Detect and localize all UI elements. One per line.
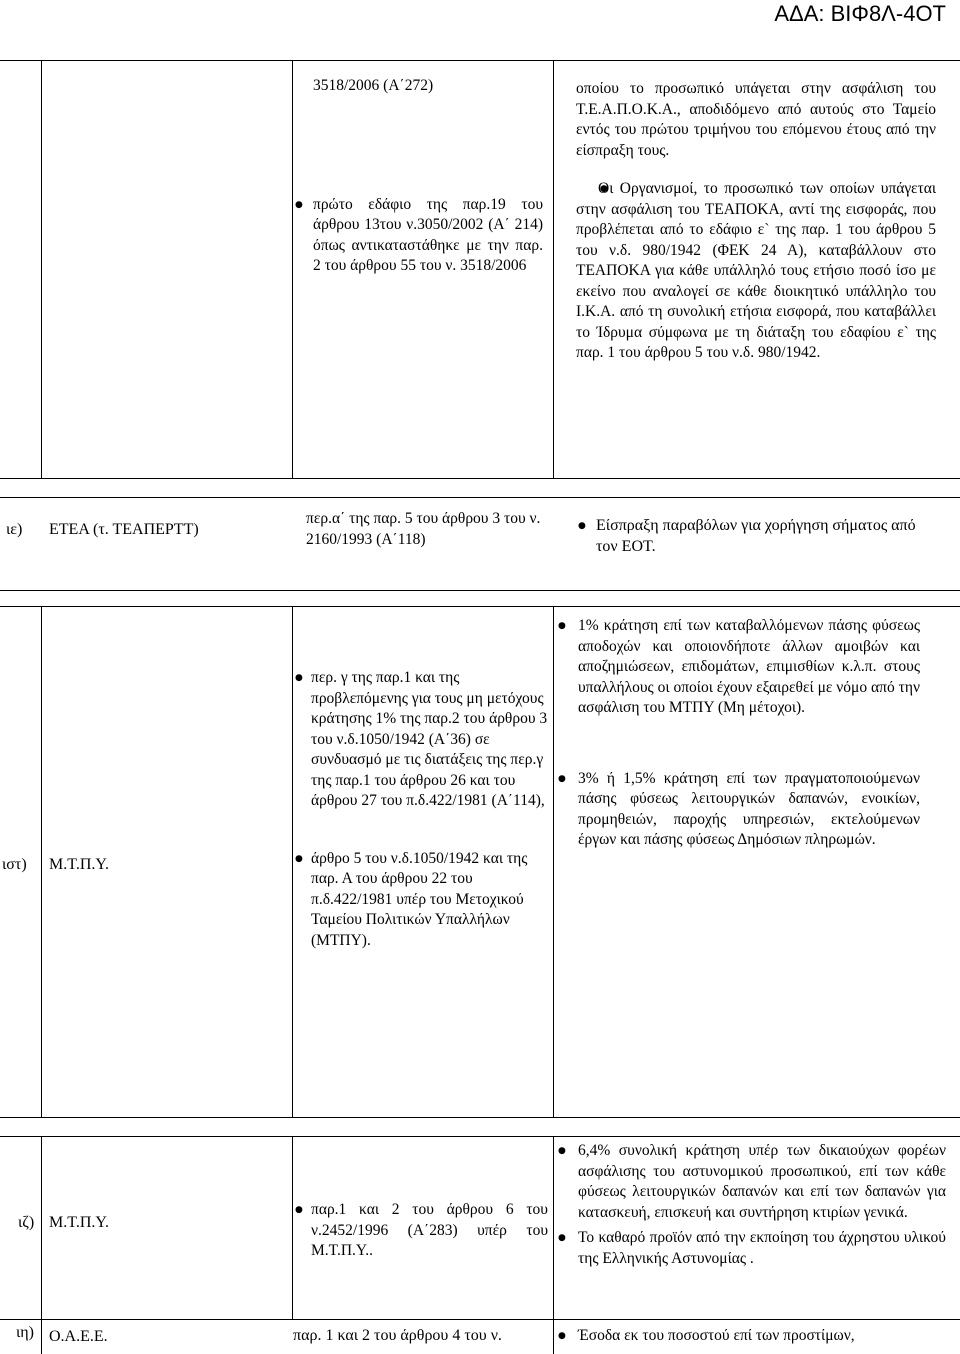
- table-border: [0, 1319, 960, 1320]
- row-law-ist: [293, 668, 548, 951]
- ada-code: ΑΔΑ: ΒΙΦ8Λ-4ΟΤ: [774, 1, 946, 26]
- row-law-ie: περ.α΄ της παρ. 5 του άρθρου 3 του ν. 2160/1993 (Α΄118): [306, 510, 541, 548]
- row-desc-ie: [576, 516, 936, 557]
- table-border: [553, 60, 554, 478]
- row-name-ist: Μ.Τ.Π.Υ.: [49, 856, 109, 873]
- block1-desc-bullet: ● Οι Οργανισμοί, το προσωπικό των οποίων υπάγεται στην ασφάλιση του ΤΕΑΠΟΚΑ, αντί της εισφοράς, που προβλέπεται από το εδάφιο ε` της παρ. 1 του άρθρου 5 του ν.δ. 980/1942 (ΦΕΚ 24 Α), καταβάλλουν στο ΤΕΑΠΟΚΑ για κάθε υπάλληλό τους ετήσιο ποσό ίσο με εκείνο που αναλογεί σε κάθε διοικητικό υπάλληλο του Ι.Κ.Α. από τη συνολική ετήσια εισφορά, που καταβάλλει το Ίδρυμα σύμφωνα με τη διάταξη του εδαφίου ε` της παρ. 1 του άρθρου 5 του ν.δ. 980/1942.: [576, 179, 936, 364]
- row-number-ieta: ιη): [16, 1324, 34, 1341]
- block1-law-cell: [293, 76, 543, 277]
- row-desc-ieta-bullet: ● Έσοδα εκ του ποσοστού επί των προστίμων,: [556, 1326, 956, 1347]
- block1-law-first: 3518/2006 (Α΄272): [313, 77, 434, 94]
- row-desc-ieta: [556, 1326, 956, 1347]
- row-desc-ist-bullet-2: ● 3% ή 1,5% κράτηση επί των πραγματοποιούμενων πάσης φύσεως λειτουργικών δαπανών, ενοικίων, προμηθειών, παροχής υπηρεσιών, εκτελούμενων έργων και πάσης φύσεως Δημόσιων πληρωμών.: [556, 769, 920, 851]
- table-border: [553, 1136, 554, 1354]
- block1-law-bullet: ● πρώτο εδάφιο της παρ.19 του άρθρου 13του ν.3050/2002 (Α΄ 214) όπως αντικαταστάθηκε με την παρ. 2 του άρθρου 55 του ν. 3518/2006: [293, 195, 543, 277]
- table-border: [0, 1136, 960, 1137]
- row-desc-iz-bullet-2: ● Το καθαρό προϊόν από την εκποίηση του άχρηστου υλικού της Ελληνικής Αστυνομίας .: [556, 1228, 946, 1269]
- table-border: [41, 1136, 42, 1354]
- table-border: [41, 606, 42, 1117]
- row-desc-iz-bullet-1: ● 6,4% συνολική κράτηση υπέρ των δικαιούχων φορέων ασφάλισης του αστυνομικού προσωπικού, επί των κάθε φύσεως λειτουργικών δαπανών και επί των δαπανών για κατασκευή, επισκευή και συντήρηση κτιρίων γενικά.: [556, 1141, 946, 1223]
- table-border: [0, 590, 960, 591]
- row-law-ist-bullet-1: ● περ. γ της παρ.1 και της προβλεπόμενης για τους μη μετόχους κράτησης 1% της παρ.2 του άρθρου 3 του ν.δ.1050/1942 (Α΄36) σε συνδυασμό με τις διατάξεις της περ.γ της παρ.1 του άρθρου 26 και του άρθρου 27 του π.δ.422/1981 (Α΄114),: [293, 668, 548, 812]
- row-desc-ist: [556, 616, 920, 851]
- table-border: [0, 606, 960, 607]
- table-border: [0, 497, 960, 498]
- row-law-ieta: παρ. 1 και 2 του άρθρου 4 του ν.: [293, 1327, 502, 1344]
- block1-desc-cell: [576, 79, 936, 364]
- table-border: [0, 60, 960, 61]
- row-number-ist: ιστ): [2, 856, 27, 873]
- row-law-iz: [293, 1200, 548, 1262]
- table-border: [553, 606, 554, 1117]
- row-number-ie: ιε): [6, 521, 23, 538]
- row-desc-iz: [556, 1141, 946, 1269]
- row-law-iz-bullet: ● παρ.1 και 2 του άρθρου 6 του ν.2452/1996 (Α΄283) υπέρ του Μ.Τ.Π.Υ..: [293, 1200, 548, 1262]
- table-border: [0, 478, 960, 479]
- row-number-iz: ιζ): [18, 1214, 35, 1231]
- table-border: [0, 1117, 960, 1118]
- row-name-iz: Μ.Τ.Π.Υ.: [49, 1214, 109, 1231]
- row-desc-ie-bullet: ● Είσπραξη παραβόλων για χορήγηση σήματος από τον ΕΟΤ.: [576, 516, 936, 557]
- row-name-ie: ΕΤΕΑ (τ. ΤΕΑΠΕΡΤΤ): [49, 521, 199, 538]
- table-border: [41, 60, 42, 478]
- row-desc-ist-bullet-1: ● 1% κράτηση επί των καταβαλλόμενων πάσης φύσεως αποδοχών και οποιονδήποτε άλλων αμοιβών και αποζημιώσεων, επιδομάτων, επιμισθίων κ.λ.π. στους υπαλλήλους οι οποίοι έχουν εξαιρεθεί με νόμο από την ασφάλιση του ΜΤΠΥ (Μη μέτοχοι).: [556, 616, 920, 719]
- block1-desc-continued: οποίου το προσωπικό υπάγεται στην ασφάλιση του Τ.Ε.Α.Π.Ο.Κ.Α., αποδιδόμενο από αυτούς στο Ταμείο εντός του πρώτου τριμήνου του επόμενου έτους από την είσπραξη τους.: [576, 80, 936, 159]
- row-name-ieta: Ο.Α.Ε.Ε.: [49, 1328, 108, 1345]
- row-law-ist-bullet-2: ● άρθρο 5 του ν.δ.1050/1942 και της παρ. Α του άρθρου 22 του π.δ.422/1981 υπέρ του Μετοχικού Ταμείου Πολιτικών Υπαλλήλων (ΜΤΠΥ).: [293, 849, 548, 952]
